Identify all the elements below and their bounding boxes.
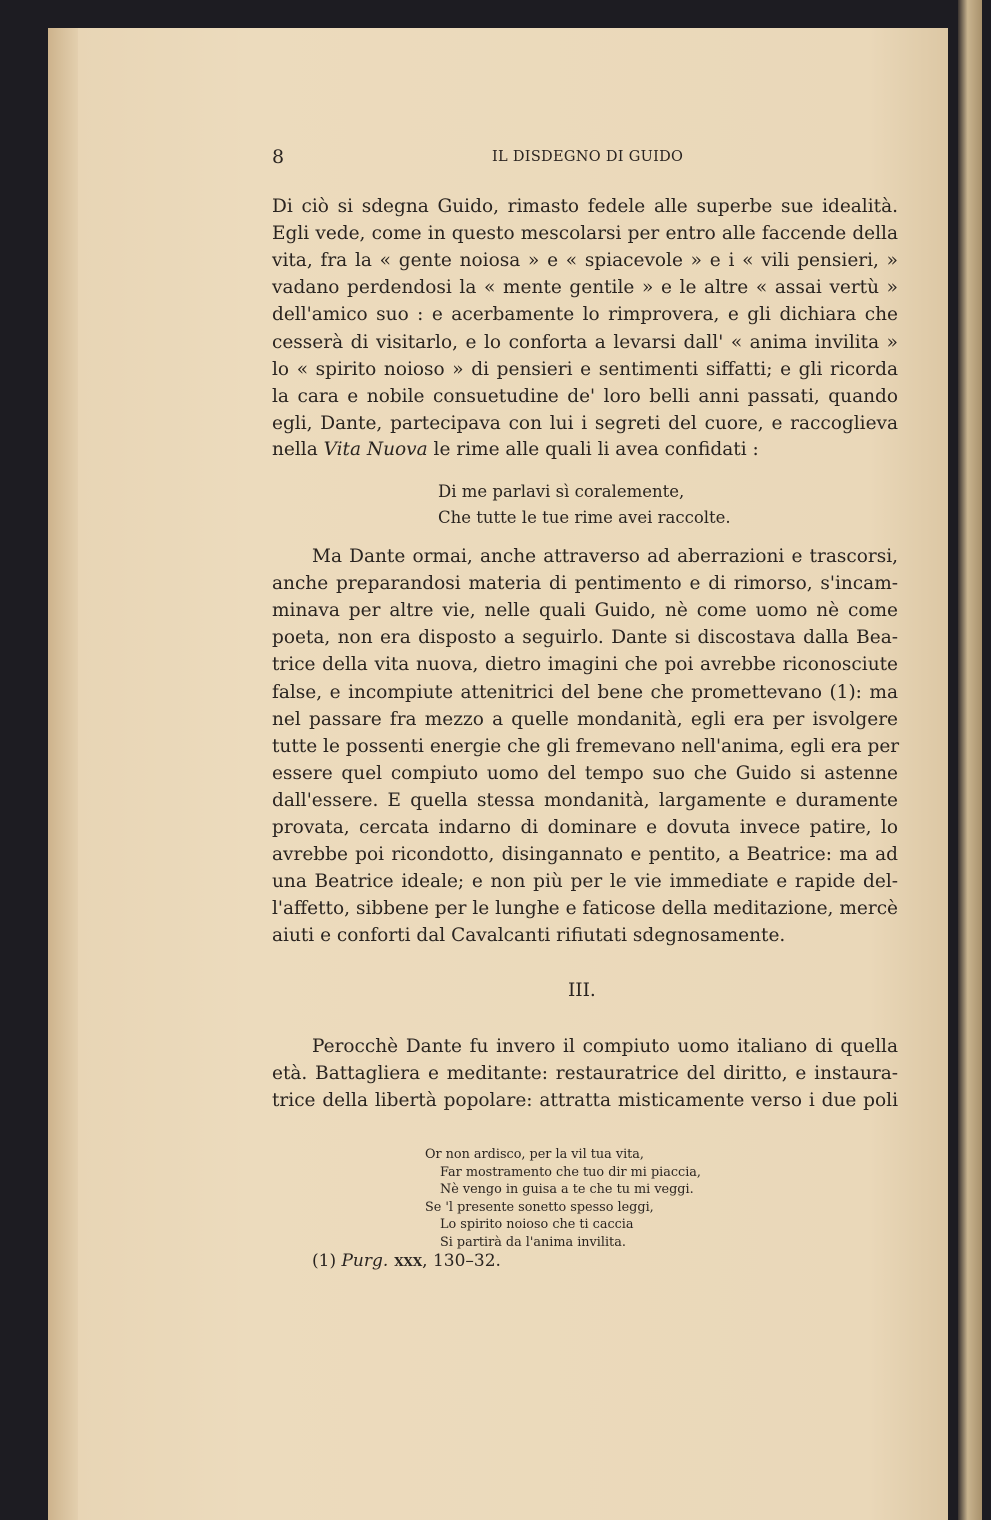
- text-line: dell'amico suo : e acerbamente lo rimprovera, e gli dichiara che: [272, 304, 898, 326]
- text-line: tutte le possenti energie che gli fremevano nell'anima, egli era per: [272, 735, 900, 757]
- text-line: la cara e nobile consuetudine de' loro belli anni passati, quando: [272, 385, 898, 407]
- quote-line: Che tutte le tue rime avei raccolte.: [438, 508, 731, 527]
- section-heading: III.: [568, 980, 596, 1001]
- footnote-verse-line: Se 'l presente sonetto spesso leggi,: [425, 1199, 654, 1215]
- footnote-verse-line: Lo spirito noioso che ti caccia: [440, 1217, 634, 1233]
- text-line: Egli vede, come in questo mescolarsi per entro alle faccende della: [272, 223, 898, 245]
- text-line: l'affetto, sibbene per le lunghe e faticose della meditazione, mercè: [272, 898, 898, 920]
- text-line: poeta, non era disposto a seguirlo. Dante si discostava dalla Bea-: [272, 627, 898, 649]
- footnote-verse-line: Nè vengo in guisa a te che tu mi veggi.: [440, 1182, 694, 1198]
- footnote-verse-line: Or non ardisco, per la vil tua vita,: [425, 1147, 645, 1162]
- footnote-work: Purg.: [341, 1251, 389, 1271]
- text-line: vita, fra la « gente noiosa » e « spiacevole » e i « vili pensieri, »: [272, 250, 898, 272]
- text-line: Ma Dante ormai, anche attraverso ad aberrazioni e trascorsi,: [312, 546, 898, 567]
- paragraph-1-last-line: [272, 436, 898, 463]
- text-line: cesserà di visitarlo, e lo conforta a levarsi dall' « anima invilita »: [272, 331, 898, 353]
- page-gutter-shadow: [48, 28, 78, 1520]
- text-line: nel passare fra mezzo a quelle mondanità, egli era per isvolgere: [272, 708, 898, 730]
- text-line: minava per altre vie, nelle quali Guido, nè come uomo nè come: [272, 600, 898, 622]
- text-line: una Beatrice ideale; e non più per le vie immediate e rapide del-: [272, 871, 898, 893]
- footnote-verse-line: Far mostramento che tuo dir mi piaccia,: [440, 1164, 701, 1180]
- text-line: essere quel compiuto uomo del tempo suo che Guido si astenne: [272, 762, 898, 784]
- running-title: IL DISDEGNO DI GUIDO: [492, 149, 684, 165]
- text-line: vadano perdendosi la « mente gentile » e le altre « assai vertù »: [272, 277, 898, 299]
- footnote-marker: (1): [312, 1251, 342, 1271]
- next-page-edge: [958, 0, 982, 1520]
- text-line: trice della vita nuova, dietro imagini che poi avrebbe riconosciute: [272, 654, 898, 676]
- footnote-verses: , 130–32.: [422, 1251, 501, 1271]
- italic-title-vita-nuova: Vita Nuova: [323, 439, 428, 460]
- text-line: avrebbe poi ricondotto, disingannato e pentito, a Beatrice: ma ad: [272, 844, 898, 866]
- text-line: lo « spirito noioso » di pensieri e sentimenti siffatti; e gli ricorda: [272, 358, 898, 380]
- text-line: anche preparandosi materia di pentimento e di rimorso, s'incam-: [272, 573, 898, 595]
- text-line: trice della libertà popolare: attratta misticamente verso i due poli: [272, 1090, 898, 1112]
- text: nella: [272, 439, 324, 460]
- page-number: 8: [272, 146, 285, 168]
- text-line: età. Battagliera e meditante: restauratrice del diritto, e instaura-: [272, 1063, 898, 1085]
- footnote-1: [312, 1251, 501, 1271]
- text-line: Perocchè Dante fu invero il compiuto uomo italiano di quella: [312, 1036, 898, 1057]
- text-line: false, e incompiute attenitrici del bene che promettevano (1): ma: [272, 681, 898, 703]
- text-line: provata, cercata indarno di dominare e dovuta invece patire, lo: [272, 817, 898, 838]
- quote-line: Di me parlavi sì coralemente,: [438, 482, 685, 501]
- footnote-verse-line: Si partirà da l'anima invilita.: [440, 1235, 626, 1250]
- text-line: dall'essere. E quella stessa mondanità, largamente e duramente: [272, 789, 898, 811]
- text-line: egli, Dante, partecipava con lui i segreti del cuore, e raccoglieva: [272, 412, 898, 434]
- text: le rime alle quali li avea confidati :: [427, 439, 759, 460]
- text-line: aiuti e conforti dal Cavalcanti rifiutati sdegnosamente.: [272, 925, 786, 947]
- footnote-canto: xxx: [388, 1251, 423, 1271]
- text-line: Di ciò si sdegna Guido, rimasto fedele alle superbe sue idealità.: [272, 196, 898, 217]
